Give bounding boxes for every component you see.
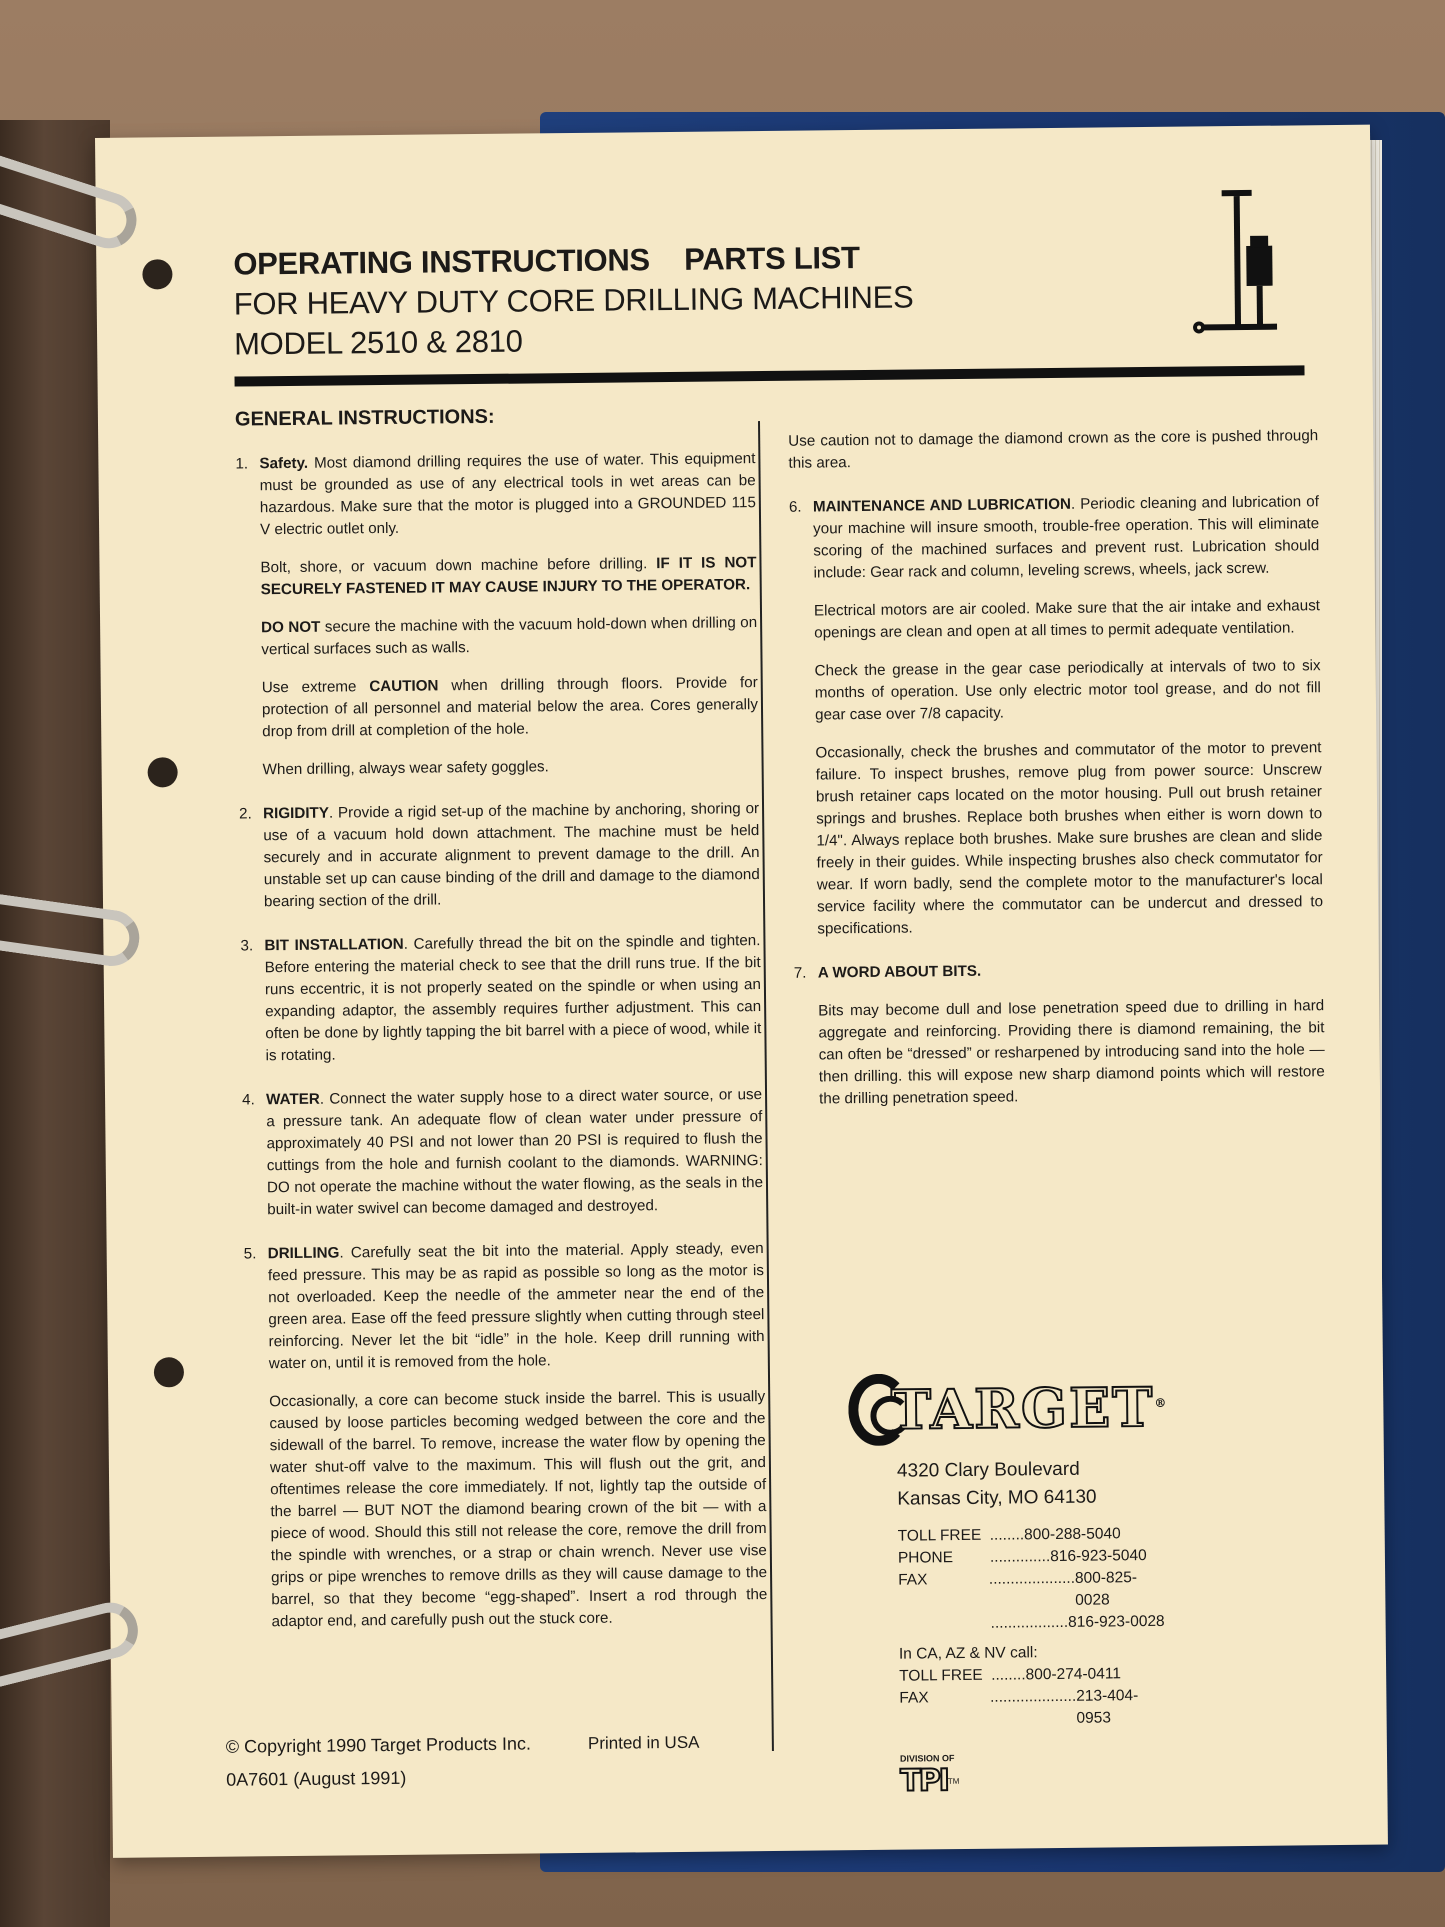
left-column xyxy=(235,403,768,1655)
contact-row xyxy=(898,1611,1170,1636)
document-title xyxy=(233,238,1034,362)
address-line-1: 4320 Clary Boulevard xyxy=(896,1458,1080,1482)
item-text: secure the machine with the vacuum hold-down when drilling on vertical surfaces such as walls. xyxy=(261,614,758,659)
item-warning: IF IT IS NOT SECURELY FASTENED IT MAY CAUSE INJURY TO THE OPERATOR. xyxy=(260,554,757,599)
item-text: Bits may become dull and lose penetration speed due to drilling in hard aggregate and reinforcing. Providing there is diamond remaining, the bit can often be “dressed” or resharpened by introducing sand into the hole — then drilling. this will expose new sharp diamond points which will restore the drilling penetration speed. xyxy=(818,997,1325,1108)
item-text: Use extreme xyxy=(261,678,357,697)
target-logo xyxy=(848,1367,1169,1450)
instruction-item-5 xyxy=(244,1238,768,1633)
punch-hole-middle xyxy=(147,757,177,787)
contact-leader: .................. xyxy=(990,1613,1069,1632)
page-footer xyxy=(226,1731,787,1791)
item-lead: WATER xyxy=(265,1090,320,1109)
item-number: 6. xyxy=(788,498,802,516)
title-rule xyxy=(235,365,1305,386)
item-lead: A WORD ABOUT BITS. xyxy=(817,962,982,982)
contact-label: FAX xyxy=(898,1571,928,1589)
target-logo-ring xyxy=(848,1374,909,1447)
item-text: . Provide a rigid set-up of the machine by anchoring, shoring or use of a vacuum hold down attachment. The machine must be held securely and in accurate alignment to prevent damage to the drill. An unstable set up can cause binding of the drill and damage to the diamond bearing section of the drill. xyxy=(263,800,760,911)
division-of-label: DIVISION OF xyxy=(899,1753,955,1764)
item-number: 3. xyxy=(240,937,254,955)
item-lead: BIT INSTALLATION xyxy=(264,935,404,955)
contact-list xyxy=(898,1523,1172,1732)
item-number: 5. xyxy=(243,1245,257,1263)
instruction-item-3 xyxy=(240,930,761,1067)
contact-number: 800-825-0028 xyxy=(1074,1569,1138,1609)
item-lead: MAINTENANCE AND LUBRICATION xyxy=(812,495,1072,516)
item-number: 2. xyxy=(238,805,252,823)
instruction-item-6 xyxy=(789,491,1324,941)
instruction-item-4 xyxy=(242,1084,763,1221)
right-column xyxy=(788,425,1325,1133)
registered-mark: ® xyxy=(1154,1395,1169,1410)
contact-leader: .............. xyxy=(989,1548,1051,1566)
instruction-item-1 xyxy=(235,448,758,781)
item-text: Occasionally, check the brushes and commutator of the motor to prevent failure. To inspect brushes, remove plug from power source: Unscrew brush retainer caps located on the motor housing. Pull out brush retainer springs and brushes. Replace both brushes when either is worn down to 1/4". Always replace both brushes. Make sure brushes are clean and slide freely in their guides. While inspecting brushes also check commutator for wear. If worn badly, send the complete motor to the manufacturer's local service facility where the commutator can be undercut and dressed to specifications. xyxy=(815,739,1324,938)
item-text: . Connect the water supply hose to a direct water source, or use a pressure tank. An adequate flow of clean water under pressure of approximately 40 PSI and not lower than 20 PSI is required to flush the cuttings from the hole and furnish coolant to the diamonds. WARNING: DO not operate the machine without the water flowing, as the seals in the built-in water swivel can become damaged and destroyed. xyxy=(266,1086,764,1219)
company-info xyxy=(848,1367,1172,1799)
item-number: 7. xyxy=(793,964,807,982)
contact-row xyxy=(899,1663,1171,1688)
drill-machine-icon xyxy=(1186,185,1308,346)
contact-number: 800-274-0411 xyxy=(1025,1665,1122,1684)
contact-leader: .................... xyxy=(988,1569,1076,1588)
model-line: MODEL 2510 & 2810 xyxy=(233,323,523,362)
item-lead: DRILLING xyxy=(267,1244,340,1263)
item-text: Electrical motors are air cooled. Make sure that the air intake and exhaust openings are clean and open at all times to permit adequate ventilation. xyxy=(813,597,1321,642)
contact-number: 213-404-0953 xyxy=(1076,1687,1139,1727)
punch-hole-bottom xyxy=(154,1357,184,1387)
contact-leader: ........ xyxy=(989,1526,1025,1544)
manual-page xyxy=(95,125,1388,1858)
contact-label: TOLL FREE xyxy=(897,1526,982,1545)
item-number: 4. xyxy=(241,1091,255,1109)
title-operating-instructions: OPERATING INSTRUCTIONS xyxy=(233,242,651,282)
item-number: 1. xyxy=(235,455,249,473)
address-line-2: Kansas City, MO 64130 xyxy=(897,1486,1097,1510)
contact-row xyxy=(898,1567,1170,1614)
title-parts-list: PARTS LIST xyxy=(683,239,860,277)
instruction-item-7 xyxy=(794,957,1326,1111)
contact-row xyxy=(899,1685,1171,1732)
item-text: . Periodic cleaning and lubrication of your machine will insure smooth, trouble-free operation. This will eliminate scoring of the machined surfaces and prevent rust. Lubrication should include: Gear rack and column, leveling screws, wheels, jack screw. xyxy=(813,493,1320,582)
contact-row xyxy=(898,1545,1170,1570)
contact-number: 816-923-0028 xyxy=(1068,1612,1165,1631)
contact-leader: .................... xyxy=(989,1687,1077,1706)
item-text: Check the grease in the gear case periodically at intervals of two to six months of operation. Use only electric motor tool grease, and do not fill gear case over 7/8 capacity. xyxy=(814,657,1321,724)
contact-label xyxy=(898,1613,990,1636)
item-text: Most diamond drilling requires the use of water. This equipment must be grounded as use of any electrical tools in wet areas can be hazardous. Make sure that the motor is plugged into a GROUNDED 115 V electric outlet only. xyxy=(259,450,756,539)
item-text: . Carefully seat the bit into the material. Apply steady, even feed pressure. This may be as rapid as possible so long as the motor is not overloaded. Keep the needle of the ammeter near the end of the green area. Ease off the feed pressure slightly when cutting through steel reinforcing. Never let the bit “idle” in the hole. Keep drill running with water on, until it is removed from the hole. xyxy=(267,1240,765,1373)
contact-label: TOLL FREE xyxy=(899,1666,983,1685)
item-lead: CAUTION xyxy=(369,677,439,696)
item-text: when drilling through floors. Provide for protection of all personnel and material below the area. Cores generally drop from drill at completion of the hole. xyxy=(261,674,759,741)
item-lead: DO NOT xyxy=(261,618,321,637)
printed-in-text: Printed in USA xyxy=(587,1732,700,1753)
contact-label: PHONE xyxy=(897,1549,954,1567)
subtitle: FOR HEAVY DUTY CORE DRILLING MACHINES xyxy=(233,279,914,322)
tpi-mark: TPI xyxy=(900,1763,949,1799)
contact-leader: ........ xyxy=(991,1666,1026,1684)
contact-number: 816-923-5040 xyxy=(1050,1547,1147,1566)
contact-label: FAX xyxy=(899,1689,929,1707)
item-lead: Safety. xyxy=(259,454,309,473)
regional-heading: In CA, AZ & NV call: xyxy=(898,1644,1038,1663)
contact-number: 800-288-5040 xyxy=(1024,1525,1121,1544)
general-instructions-heading: GENERAL INSTRUCTIONS: xyxy=(234,405,495,431)
trademark: TM xyxy=(947,1776,960,1786)
target-logo-text: TARGET xyxy=(890,1374,1155,1442)
item-text: Occasionally, a core can become stuck inside the barrel. This is usually caused by loose particles becoming wedged between the core and the sidewall of the barrel. To remove, increase the water flow by opening the water shut-off valve to the maximum. This will flush out the grit, and oftentimes release the core immediately. If not, lightly tap the outside of the barrel — BUT NOT the diamond bearing crown of the bit — with a piece of wood. Should this still not release the core, remove the drill from the spindle with wrenches, or a strap or chain wrench. Never use vise grips or pipe wrenches to remove drills as they will cause damage to the barrel, so that they become “egg-shaped”. Insert a rod through the adaptor end, and carefully push out the stuck core. xyxy=(269,1388,768,1631)
punch-hole-top xyxy=(142,259,172,289)
copyright-text: © Copyright 1990 Target Products Inc. xyxy=(225,1733,532,1757)
contact-row xyxy=(898,1523,1170,1548)
item-text: Bolt, shore, or vacuum down machine before drilling. xyxy=(260,555,648,577)
continued-text: Use caution not to damage the diamond crown as the core is pushed through this area. xyxy=(788,427,1319,472)
item-text: When drilling, always wear safety goggles. xyxy=(262,758,549,779)
instruction-item-2 xyxy=(239,798,760,913)
tpi-logo xyxy=(900,1751,1172,1799)
item-text: . Carefully thread the bit on the spindle and tighten. Before entering the material check to see that the drill runs true. If the bit runs eccentric, it is not properly seated on the spindle or when using an expanding adaptor, the assembly requires further adjustment. This can often be done by lightly tapping the bit barrel with a piece of wood, while it is rotating. xyxy=(264,932,762,1065)
item-lead: RIGIDITY xyxy=(262,804,329,823)
document-code: 0A7601 (August 1991) xyxy=(226,1767,407,1790)
